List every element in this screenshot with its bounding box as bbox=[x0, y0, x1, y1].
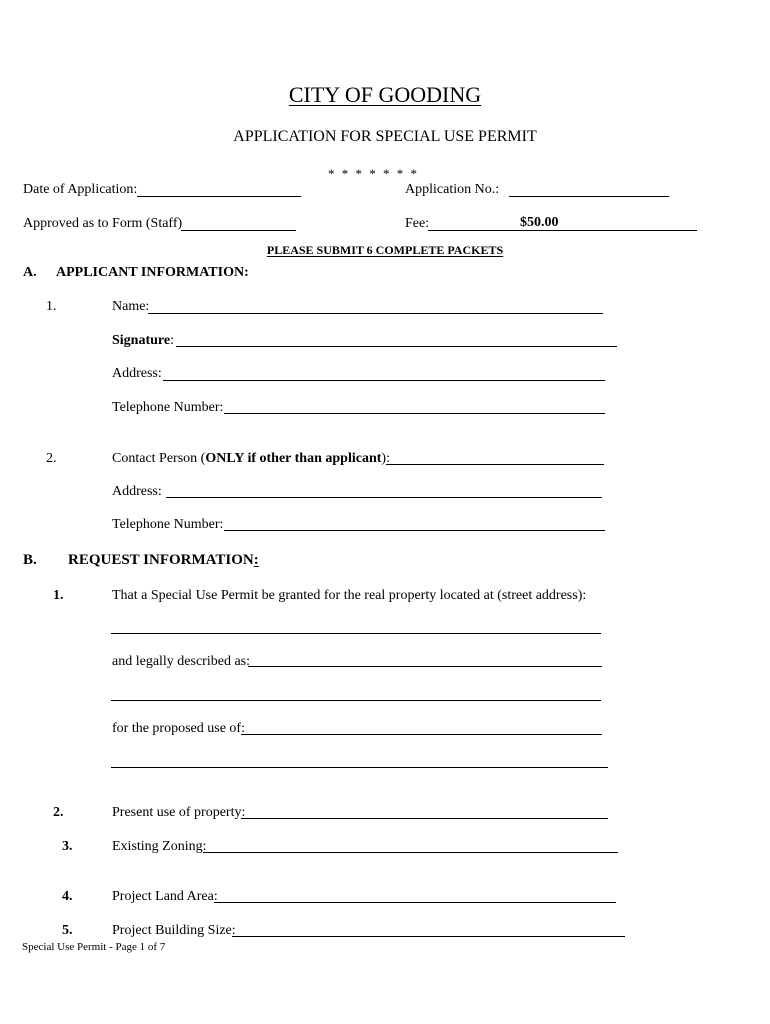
section-b-letter: B. bbox=[23, 552, 37, 568]
approved-as-to-form-field[interactable] bbox=[181, 230, 296, 231]
approved-as-to-form-label: Approved as to Form (Staff) bbox=[23, 216, 183, 231]
present-use-label: Present use of property: bbox=[112, 805, 246, 820]
item-a1-number: 1. bbox=[46, 299, 57, 314]
contact-person-label-start: Contact Person ( bbox=[112, 451, 206, 466]
street-address-field[interactable] bbox=[111, 633, 601, 634]
present-use-field[interactable] bbox=[241, 818, 608, 819]
item-a2-number: 2. bbox=[46, 451, 57, 466]
submit-notice bbox=[0, 243, 770, 258]
address-label: Address: bbox=[112, 366, 162, 381]
legal-description-field[interactable] bbox=[248, 666, 602, 667]
existing-zoning-label: Existing Zoning: bbox=[112, 839, 207, 854]
application-no-field[interactable] bbox=[509, 196, 669, 197]
separator-stars: * * * * * * * bbox=[328, 166, 419, 181]
section-b-heading-text: REQUEST INFORMATION bbox=[68, 552, 254, 568]
proposed-use-label: for the proposed use of: bbox=[112, 721, 245, 736]
signature-label bbox=[112, 333, 174, 349]
signature-colon: : bbox=[170, 333, 174, 348]
proposed-use-field[interactable] bbox=[241, 734, 602, 735]
contact-person-field[interactable] bbox=[386, 464, 604, 465]
name-field[interactable] bbox=[148, 313, 603, 314]
page-title bbox=[0, 82, 770, 108]
land-area-label: Project Land Area: bbox=[112, 889, 218, 904]
fee-field[interactable] bbox=[428, 230, 697, 231]
item-b2-number: 2. bbox=[53, 805, 64, 820]
contact-person-label bbox=[112, 451, 390, 467]
legal-description-field-2[interactable] bbox=[111, 700, 601, 701]
contact-person-label-end: ): bbox=[381, 451, 390, 466]
submit-notice-text: PLEASE SUBMIT 6 COMPLETE PACKETS bbox=[266, 243, 504, 257]
contact-telephone-field[interactable] bbox=[224, 530, 605, 531]
section-b-heading-colon: : bbox=[253, 552, 259, 568]
contact-person-label-bold: ONLY if other than applicant bbox=[205, 451, 382, 466]
signature-label-text: Signature bbox=[112, 333, 171, 348]
address-field[interactable] bbox=[163, 380, 605, 381]
item-b1-number: 1. bbox=[53, 588, 64, 603]
application-no-label: Application No.: bbox=[405, 182, 500, 197]
page-footer: Special Use Permit - Page 1 of 7 bbox=[22, 941, 166, 953]
legal-description-label: and legally described as: bbox=[112, 654, 251, 669]
section-a-letter: A. bbox=[23, 265, 37, 280]
item-b5-number: 5. bbox=[62, 923, 73, 938]
telephone-field[interactable] bbox=[224, 413, 605, 414]
form-title: APPLICATION FOR SPECIAL USE PERMIT bbox=[233, 128, 537, 145]
contact-address-field[interactable] bbox=[166, 497, 602, 498]
land-area-field[interactable] bbox=[214, 902, 616, 903]
date-of-application-field[interactable] bbox=[137, 196, 301, 197]
street-address-prompt: That a Special Use Permit be granted for the real property located at (street address): bbox=[112, 588, 587, 603]
existing-zoning-field[interactable] bbox=[203, 852, 618, 853]
building-size-label: Project Building Size: bbox=[112, 923, 236, 938]
fee-value: $50.00 bbox=[520, 215, 559, 230]
date-of-application-label: Date of Application: bbox=[23, 182, 138, 197]
contact-address-label: Address: bbox=[112, 484, 162, 499]
fee-label: Fee: bbox=[405, 216, 430, 231]
building-size-field[interactable] bbox=[232, 936, 625, 937]
item-b4-number: 4. bbox=[62, 889, 73, 904]
section-a-heading: APPLICANT INFORMATION: bbox=[56, 265, 249, 280]
item-b3-number: 3. bbox=[62, 839, 73, 854]
contact-telephone-label: Telephone Number: bbox=[112, 517, 224, 532]
proposed-use-field-2[interactable] bbox=[111, 767, 608, 768]
telephone-label: Telephone Number: bbox=[112, 400, 224, 415]
signature-field[interactable] bbox=[176, 346, 617, 347]
section-b-heading bbox=[68, 552, 259, 569]
name-label: Name: bbox=[112, 299, 150, 314]
city-name: CITY OF GOODING bbox=[288, 82, 482, 107]
